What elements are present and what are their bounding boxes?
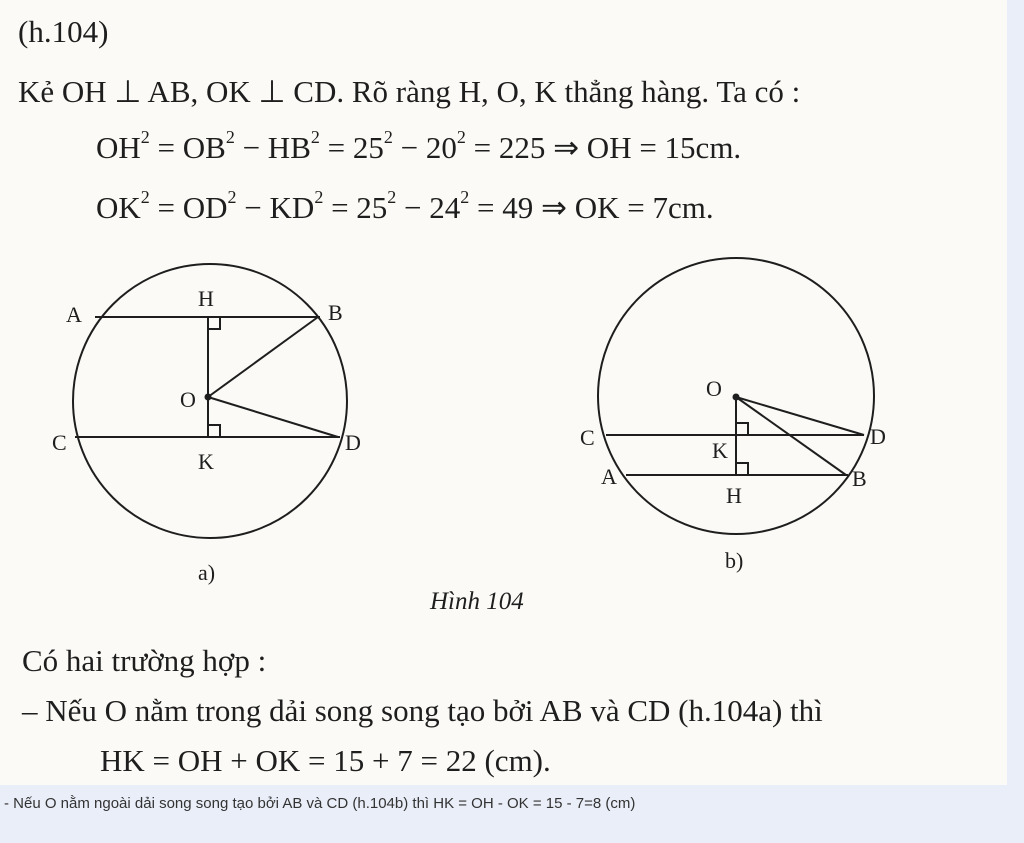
label-c-fig-b: C <box>580 425 595 450</box>
label-c-fig-a: C <box>52 430 67 455</box>
label-o-fig-b: O <box>706 376 722 401</box>
label-b-fig-b: B <box>852 466 867 491</box>
label-k-fig-b: K <box>712 438 728 463</box>
right-angle-k-a <box>208 425 220 437</box>
figure-reference: (h.104) <box>18 14 109 49</box>
center-dot-b <box>733 394 740 401</box>
label-h-fig-a: H <box>198 286 214 311</box>
segment-od-b <box>736 397 864 435</box>
caption-fig-a: a) <box>198 560 216 585</box>
intro-line: Kẻ OH ⊥ AB, OK ⊥ CD. Rõ ràng H, O, K thẳng hàng. Ta có : <box>18 74 801 109</box>
label-d-fig-b: D <box>870 424 886 449</box>
right-angle-k-b <box>736 423 748 435</box>
center-dot-a <box>205 394 212 401</box>
label-a-fig-a: A <box>66 302 82 327</box>
case-two-text: - Nếu O nằm ngoài dải song song tạo bởi AB và CD (h.104b) thì HK = OH - OK = 15 - 7=8 (cm) <box>4 795 636 812</box>
figure-caption: Hình 104 <box>430 588 524 615</box>
label-h-fig-b: H <box>726 483 742 508</box>
case-one-text: – Nếu O nằm trong dải song song tạo bởi AB và CD (h.104a) thì <box>22 693 823 728</box>
case-one-result: HK = OH + OK = 15 + 7 = 22 (cm). <box>100 743 551 778</box>
segment-od-a <box>208 397 338 437</box>
caption-fig-b: b) <box>725 548 744 573</box>
label-b-fig-a: B <box>328 300 343 325</box>
equation-oh: $OH^2 = OB^2 - HB^2 = 25^2 - 20^2 = 225$ ⇒ OH = 15cm. <box>96 126 742 165</box>
label-k-fig-a: K <box>198 449 214 474</box>
right-angle-h-b <box>736 463 748 475</box>
right-angle-h-a <box>208 317 220 329</box>
label-a-fig-b: A <box>601 464 617 489</box>
label-d-fig-a: D <box>345 430 361 455</box>
cases-heading: Có hai trường hợp : <box>22 643 267 678</box>
segment-ob-a <box>208 317 318 397</box>
label-o-fig-a: O <box>180 387 196 412</box>
equation-ok: $OK^2 = OD^2 - KD^2 = 25^2 - 24^2 = 49$ ⇒ OK = 7cm. <box>96 186 714 225</box>
